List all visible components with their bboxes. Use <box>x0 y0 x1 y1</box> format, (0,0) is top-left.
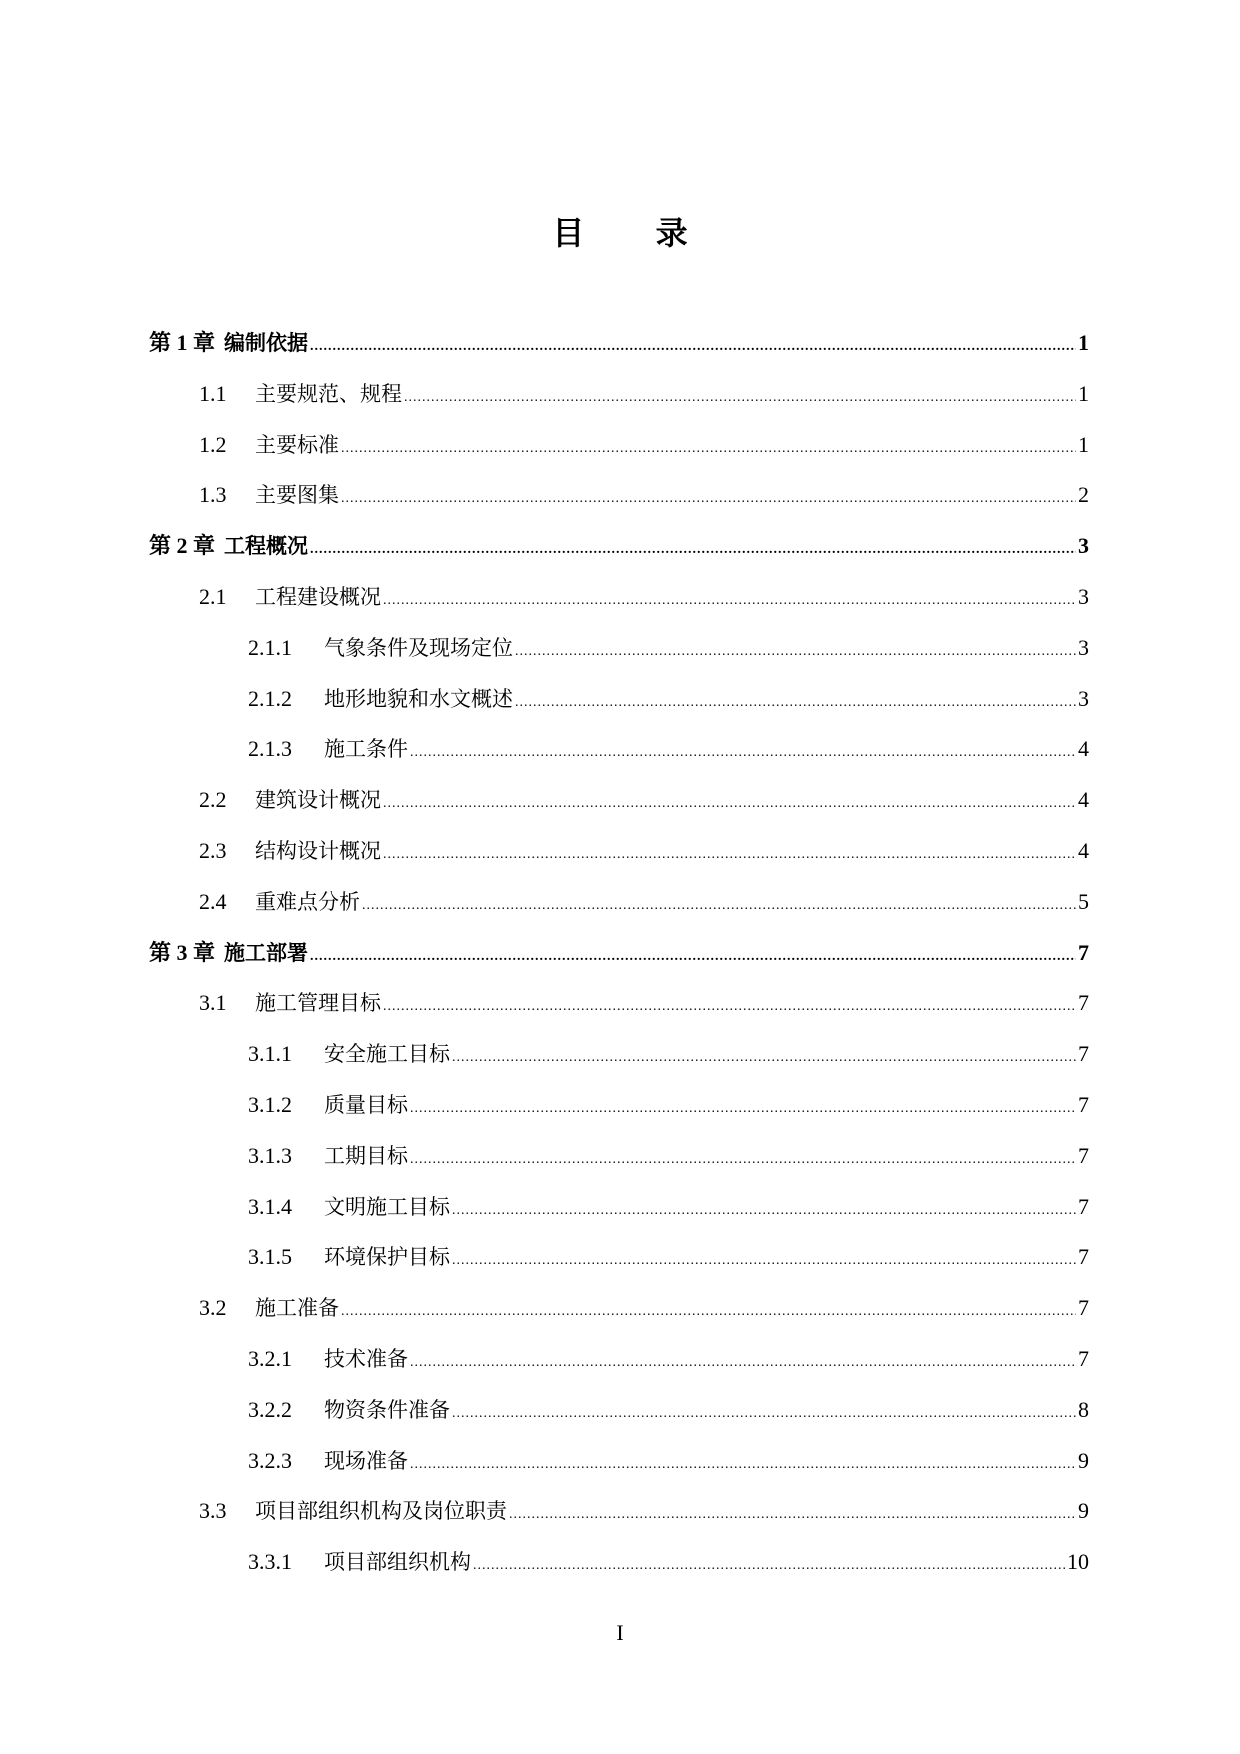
toc-entry-label: 地形地貌和水文概述 <box>324 686 513 711</box>
toc-entry-number: 3.1.3 <box>248 1142 292 1168</box>
toc-entry-page: 7 <box>1078 1346 1089 1371</box>
toc-entry-number: 2.4 <box>199 888 227 914</box>
toc-entry-page: 7 <box>1078 1193 1089 1219</box>
toc-entry[interactable] <box>199 988 1089 1018</box>
toc-entry-number: 3.2.2 <box>248 1396 292 1422</box>
dot-leader <box>310 946 1076 968</box>
toc-entry-number: 2.1 <box>199 584 227 609</box>
toc-entry-number: 3.1.5 <box>248 1244 292 1270</box>
toc-entry-number: 第 2 章 <box>149 533 216 559</box>
toc-entry-label: 主要图集 <box>255 483 339 508</box>
toc-entry-label: 项目部组织机构及岗位职责 <box>255 1499 507 1524</box>
toc-entry[interactable] <box>248 1547 1089 1577</box>
dot-leader <box>515 641 1076 663</box>
toc-entry-page: 1 <box>1078 380 1089 406</box>
dot-leader <box>341 438 1076 460</box>
toc-entry-label: 工期目标 <box>324 1143 408 1168</box>
toc-entry-page: 7 <box>1078 1295 1089 1321</box>
toc-entry-number: 2.2 <box>199 787 227 813</box>
toc-entry-label: 施工准备 <box>255 1296 339 1321</box>
toc-entry-page: 4 <box>1078 736 1089 762</box>
dot-leader <box>452 1403 1076 1425</box>
toc-entry-label: 工程建设概况 <box>255 585 381 609</box>
dot-leader <box>362 895 1076 917</box>
toc-entry-page: 8 <box>1078 1396 1089 1422</box>
dot-leader <box>410 1149 1076 1171</box>
dot-leader <box>452 1250 1076 1272</box>
toc-entry-number: 第 1 章 <box>149 330 216 355</box>
toc-entry-number: 2.1.3 <box>248 736 292 762</box>
toc-entry-label: 环境保护目标 <box>324 1245 450 1270</box>
toc-entry[interactable] <box>248 734 1089 764</box>
toc-entry[interactable] <box>199 430 1089 460</box>
dot-leader <box>404 387 1076 409</box>
dot-leader <box>515 692 1076 714</box>
toc-entry[interactable] <box>248 1039 1089 1069</box>
dot-leader <box>310 336 1076 358</box>
toc-entry-page: 7 <box>1078 1244 1089 1270</box>
toc-entry-page: 10 <box>1067 1549 1089 1575</box>
toc-entry-label: 施工管理目标 <box>255 991 381 1016</box>
toc-entry-number: 3.1.1 <box>248 1041 292 1067</box>
toc-entry-page: 9 <box>1078 1447 1089 1473</box>
toc-entry[interactable] <box>248 1242 1089 1272</box>
toc-entry[interactable] <box>248 1446 1089 1476</box>
toc-entry-number: 2.3 <box>199 838 227 863</box>
toc-entry-number: 2.1.2 <box>248 685 292 711</box>
toc-entry-page: 7 <box>1078 990 1089 1016</box>
toc-entry-label: 施工部署 <box>224 940 308 965</box>
toc-entry-label: 建筑设计概况 <box>255 788 381 813</box>
page-number: I <box>616 1620 624 1645</box>
toc-entry-page: 4 <box>1078 787 1089 813</box>
dot-leader <box>341 488 1076 510</box>
toc-entry-number: 第 3 章 <box>149 939 216 965</box>
toc-entry-number: 3.1 <box>199 990 227 1016</box>
toc-entry-number: 3.1.2 <box>248 1092 292 1117</box>
dot-leader <box>410 1352 1076 1374</box>
dot-leader <box>452 1200 1076 1222</box>
toc-entry-label: 结构设计概况 <box>255 839 381 863</box>
toc-entry-page: 9 <box>1078 1498 1089 1524</box>
toc-entry[interactable] <box>149 531 1089 561</box>
toc-entry-page: 5 <box>1078 888 1089 914</box>
toc-entry-number: 1.3 <box>199 482 227 508</box>
toc-entry[interactable] <box>199 1293 1089 1323</box>
toc-entry-label: 现场准备 <box>324 1448 408 1473</box>
toc-entry-label: 主要规范、规程 <box>255 381 402 406</box>
toc-entry[interactable] <box>248 633 1089 663</box>
toc-entry[interactable] <box>248 1192 1089 1222</box>
toc-entry[interactable] <box>149 938 1089 968</box>
toc-entry[interactable] <box>248 1395 1089 1425</box>
toc-entry-page: 7 <box>1078 939 1089 965</box>
toc-entry[interactable] <box>199 480 1089 510</box>
toc-entry-page: 2 <box>1078 482 1089 508</box>
toc-entry[interactable] <box>248 1344 1089 1374</box>
toc-entry-page: 3 <box>1078 584 1089 609</box>
toc-entry[interactable] <box>199 785 1089 815</box>
toc-entry-number: 2.1.1 <box>248 634 292 660</box>
dot-leader <box>341 1301 1076 1323</box>
toc-entry[interactable] <box>199 1496 1089 1526</box>
toc-entry[interactable] <box>199 887 1089 917</box>
toc-entry-label: 文明施工目标 <box>324 1194 450 1219</box>
toc-title: 目 录 <box>552 214 718 252</box>
dot-leader <box>509 1504 1076 1526</box>
toc-entry-label: 施工条件 <box>324 737 408 762</box>
toc-entry-number: 1.2 <box>199 431 227 457</box>
toc-entry-number: 3.2.3 <box>248 1447 292 1473</box>
toc-entry-label: 项目部组织机构 <box>324 1550 471 1575</box>
toc-entry-label: 工程概况 <box>224 534 308 559</box>
toc-entry[interactable] <box>199 836 1089 866</box>
toc-entry-label: 主要标准 <box>255 432 339 457</box>
toc-entry-number: 3.3 <box>199 1498 227 1524</box>
toc-entry-page: 7 <box>1078 1041 1089 1067</box>
dot-leader <box>310 539 1076 561</box>
dot-leader <box>410 742 1076 764</box>
toc-entry-label: 安全施工目标 <box>324 1042 450 1067</box>
toc-entry-number: 3.2 <box>199 1295 227 1321</box>
toc-entry-number: 1.1 <box>199 380 227 406</box>
toc-entry-page: 4 <box>1078 838 1089 863</box>
dot-leader <box>383 793 1076 815</box>
toc-entry-label: 气象条件及现场定位 <box>324 635 513 660</box>
toc-entry[interactable] <box>248 1090 1089 1120</box>
toc-entry[interactable] <box>248 1141 1089 1171</box>
toc-entry[interactable] <box>149 328 1089 358</box>
toc-entry-page: 7 <box>1078 1142 1089 1168</box>
toc-entry-page: 3 <box>1078 685 1089 711</box>
dot-leader <box>383 996 1076 1018</box>
toc-entry-page: 7 <box>1078 1092 1089 1117</box>
dot-leader <box>410 1098 1076 1120</box>
toc-entry-page: 3 <box>1078 533 1089 559</box>
toc-entry-number: 3.3.1 <box>248 1549 292 1575</box>
toc-entry-page: 3 <box>1078 634 1089 660</box>
toc-entry-label: 物资条件准备 <box>324 1397 450 1422</box>
toc-entry-number: 3.1.4 <box>248 1193 292 1219</box>
dot-leader <box>383 844 1076 866</box>
toc-entry-label: 质量目标 <box>324 1093 408 1117</box>
toc-entry-label: 编制依据 <box>224 331 308 355</box>
dot-leader <box>383 590 1076 612</box>
toc-entry[interactable] <box>199 379 1089 409</box>
toc-entry-number: 3.2.1 <box>248 1346 292 1371</box>
dot-leader <box>452 1047 1076 1069</box>
dot-leader <box>410 1454 1076 1476</box>
toc-entry-label: 技术准备 <box>324 1347 408 1371</box>
toc-entry-label: 重难点分析 <box>255 889 360 914</box>
toc-entry[interactable] <box>199 582 1089 612</box>
toc-entry-page: 1 <box>1078 330 1089 355</box>
dot-leader <box>473 1555 1065 1577</box>
toc-entry[interactable] <box>248 684 1089 714</box>
toc-entry-page: 1 <box>1078 431 1089 457</box>
